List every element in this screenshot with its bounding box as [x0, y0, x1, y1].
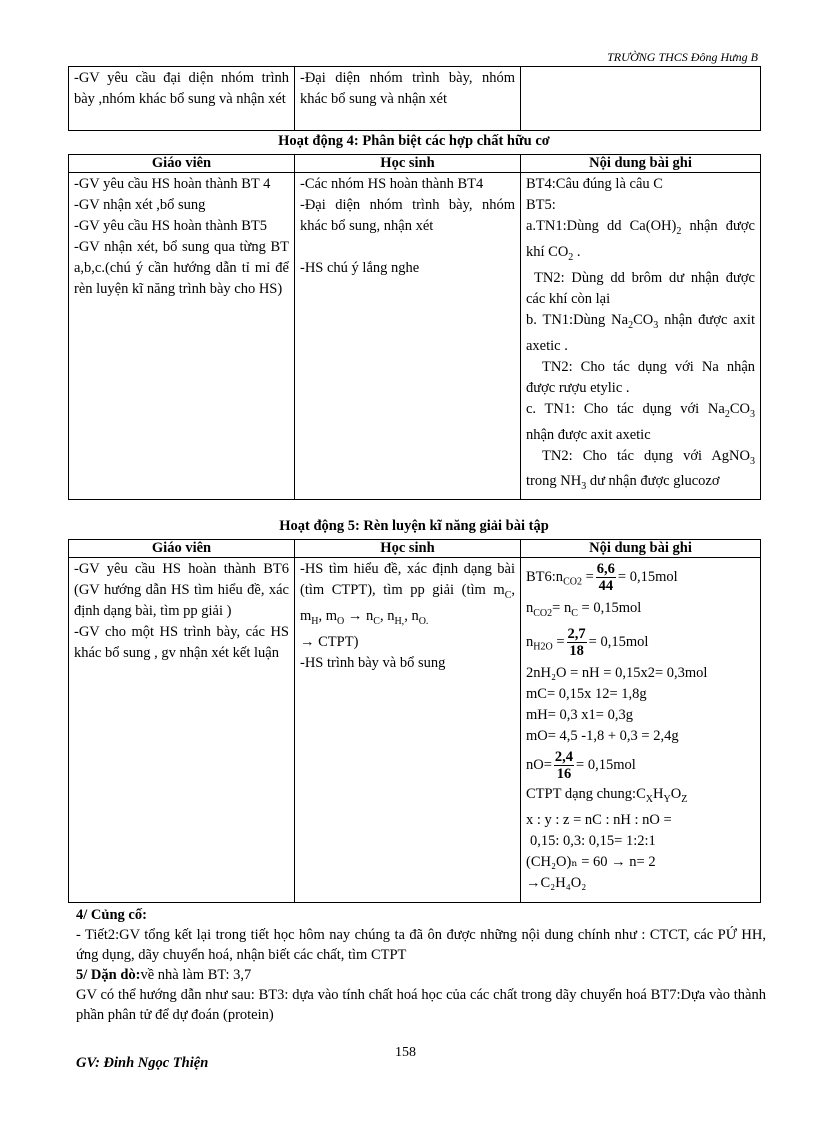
a5-hs1: -HS tìm hiểu đề, xác định dạng bài (tìm CTPT), tìm pp giải (tìm $m_C$, $m_H$, $m_O \to n_C$, $n_{H,}$, $n_{O.}$ [300, 561, 515, 627]
a5-l8: nO= $\frac{2,4}{16}$ = 0,15mol [526, 748, 636, 782]
consolidation-heading: 4/ Củng cố: [76, 907, 147, 923]
homework-guide: GV có thể hướng dẫn như sau: BT3: dựa vào tính chất hoá học của các chất trong dãy chuyển hoá BT7:Dựa vào thành phần phân tử để dự đoán (protein) [76, 987, 766, 1023]
a5-gv-cell [69, 558, 295, 903]
a4-hs3: -HS chú ý lắng nghe [300, 260, 420, 276]
a5-l4: 2nH₂O = nH = 0,15x2= 0,3mol [526, 664, 708, 681]
a4-nd4: TN2: Dùng dd brôm dư nhận được các khí còn lại [526, 269, 755, 307]
cell-hs: -Đại diện nhóm trình bày, nhóm khác bổ sung và nhận xét [295, 67, 521, 131]
a4-gv1: -GV yêu cầu HS hoàn thành BT 4 [74, 176, 271, 192]
a4-nd8: TN2: Cho tác dụng với AgNO$_3$ trong $NH_3$ dư nhận được glucozơ [526, 447, 755, 493]
a5-l2: $n_{CO2}= n_C = 0,15mol$ [526, 600, 642, 619]
col-nd: Nội dung bài ghi [521, 540, 761, 558]
consolidation-text: - Tiết2:GV tổng kết lại trong tiết học hôm nay chúng ta đã ôn được những nội dung chính như : CTCT, các PỨ HH, ứng dụng, dãy chuyển hoá, nhận biết các chất, tìm CTPT [76, 927, 766, 963]
fraction-1: $\frac{6,6}{44}$ [596, 561, 615, 594]
a5-hs-cell [295, 558, 521, 903]
cell-gv: -GV yêu cầu đại diện nhóm trình bày ,nhóm khác bổ sung và nhận xét [69, 67, 295, 131]
col-hs: Học sinh [295, 155, 521, 173]
a5-l13: →C₂H₄O₂ [526, 874, 587, 891]
a5-gv2: -GV cho một HS trình bày, các HS khác bổ sung , gv nhận xét kết luận [74, 624, 289, 661]
a5-gv1: -GV yêu cầu HS hoàn thành BT6 (GV hướng dẫn HS tìm hiểu đề, xác định dạng bài, tìm pp giải ) [74, 561, 289, 619]
col-hs: Học sinh [295, 540, 521, 558]
a5-bt6: $BT6:n_{CO2}$ = $\frac{6,6}{44}$ = 0,15mol [526, 561, 678, 594]
a4-nd2: BT5: [526, 197, 556, 213]
a5-l6: mH= 0,3 x1= 0,3g [526, 706, 633, 723]
activity4-table [68, 154, 761, 500]
homework-line: 5/ Dặn dò:về nhà làm BT: 3,7 [76, 967, 252, 983]
a5-nd-cell [521, 558, 761, 903]
a4-nd7: c. TN1: Cho tác dụng với $Na_2CO_3$ nhận được axit axetic [526, 400, 755, 443]
a5-l5: mC= 0,15x 12= 1,8g [526, 685, 647, 702]
fraction-3: $\frac{2,4}{16}$ [554, 748, 574, 782]
col-nd: Nội dung bài ghi [521, 155, 761, 173]
a5-l12: (CH₂O)ₙ = 60 → n= 2 [526, 853, 656, 870]
col-gv: Giáo viên [69, 155, 295, 173]
a4-nd5: b. TN1:Dùng $Na_2CO_3$ nhận được axit axetic . [526, 311, 755, 354]
col-gv: Giáo viên [69, 540, 295, 558]
a5-l10: x : y : z = nC : nH : nO = [526, 811, 672, 828]
cell-nd [521, 67, 761, 131]
a4-hs2: -Đại diện nhóm trình bày, nhóm khác bổ sung, nhận xét [300, 197, 515, 234]
a4-gv3: -GV yêu cầu HS hoàn thành BT5 [74, 218, 268, 234]
notes-section [76, 905, 766, 1025]
a4-nd-cell [521, 173, 761, 500]
school-name: TRƯỜNG THCS Đông Hưng B [607, 50, 758, 64]
activity4-title: Hoạt động 4: Phân biệt các hợp chất hữu cơ [278, 133, 550, 149]
a4-gv-cell [69, 173, 295, 500]
fraction-2: $\frac{2,7}{18}$ [567, 625, 586, 659]
a4-hs1: -Các nhóm HS hoàn thành BT4 [300, 176, 484, 192]
a4-gv4: -GV nhận xét, bổ sung qua từng BT a,b,c.(chú ý cần hướng dẫn tỉ mỉ để rèn luyện kĩ năng trình bày cho HS) [74, 239, 289, 297]
a5-hs1g: → CTPT) [300, 633, 359, 650]
teacher-name: GV: Đinh Ngọc Thiện [76, 1055, 209, 1071]
a5-l3: $n_{H2O}$ = $\frac{2,7}{18}$ = 0,15mol [526, 625, 649, 659]
activity5-table [68, 539, 761, 903]
a4-nd3: a.TN1:Dùng dd $Ca(OH)_2$ nhận được khí $CO_2$ . [526, 218, 755, 263]
a5-l7: mO= 4,5 -1,8 + 0,3 = 2,4g [526, 727, 679, 744]
a5-hs2: -HS trình bày và bổ sung [300, 654, 446, 671]
a4-hs-cell [295, 173, 521, 500]
a5-l11: 0,15: 0,3: 0,15= 1:2:1 [530, 832, 656, 849]
page-number: 158 [395, 1045, 416, 1060]
continuation-table [68, 66, 761, 131]
a4-nd6: TN2: Cho tác dụng với Na nhận được rượu etylic . [526, 358, 755, 396]
a4-nd1: BT4:Câu đúng là câu C [526, 176, 663, 192]
activity5-title: Hoạt động 5: Rèn luyện kĩ năng giải bài tập [279, 518, 549, 534]
a4-gv2: -GV nhận xét ,bổ sung [74, 197, 206, 213]
a5-l9: CTPT dạng $chung:C_XH_YO_Z$ [526, 785, 688, 805]
